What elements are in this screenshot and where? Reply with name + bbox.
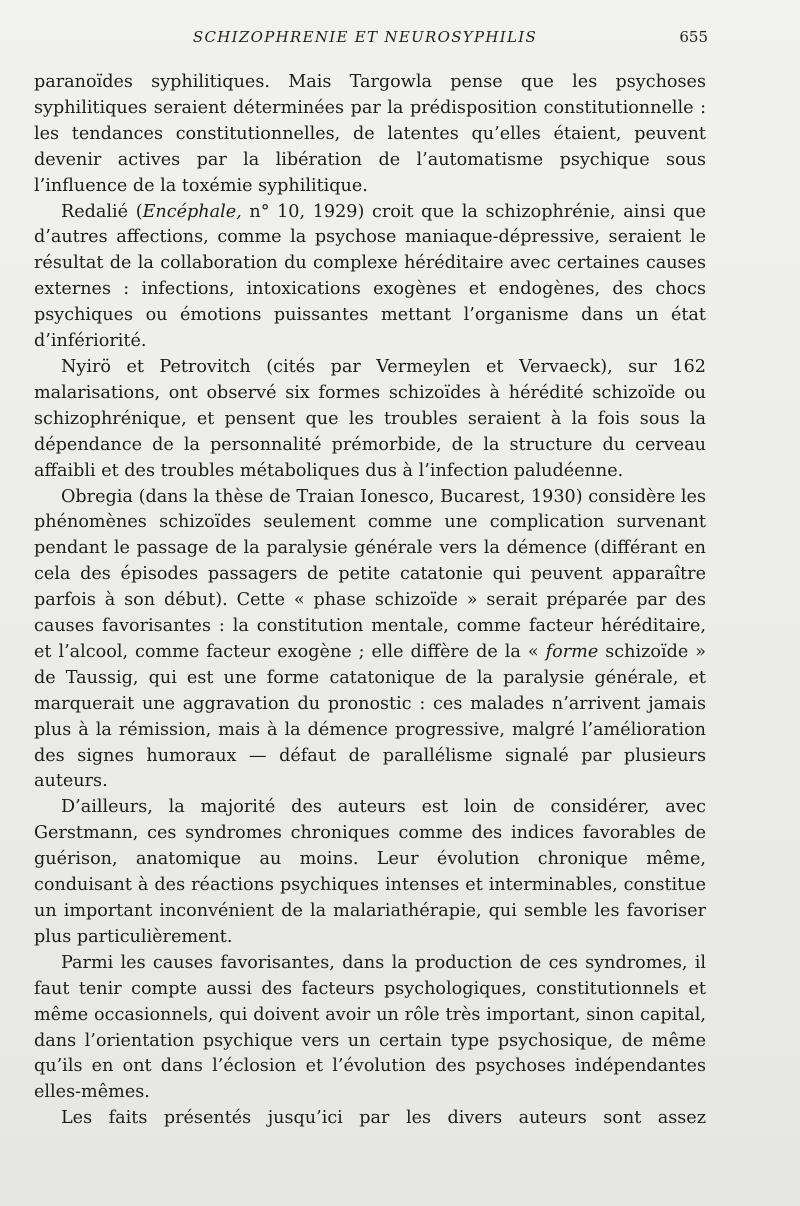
running-title: SCHIZOPHRENIE ET NEUROSYPHILIS [192,28,538,46]
paragraph-causes-favorisantes: Parmi les causes favorisantes, dans la production de ces syndromes, il faut tenir compte aussi des facteurs psychologiques, constitutionnels et même occasionnels, qui doivent avoir un rôle très important, sinon capital, dans l’orientation psychique vers un certain type psychosique, de même qu’ils en ont dans l’éclosion et l’évolution des psychoses indépendantes elles-mêmes. [34,952,706,1103]
journal-title-encephale: Encéphale, [142,201,242,222]
paragraph-redalie-rest: n° 10, 1929) croit que la schizophrénie, ainsi que d’autres affections, comme la psychose maniaque-dépressive, seraient le résultat de la collaboration du complexe héréditaire avec certaines causes externes : infections, intoxications exogènes et endogènes, des chocs psychiques ou émotions puissantes mettant l’organisme dans un état d’infériorité. [34,201,706,352]
paragraph-continuation: paranoïdes syphilitiques. Mais Targowla pense que les psychoses syphilitiques seraient déterminées par la prédisposition constitutionnelle : les tendances constitutionnelles, de latentes qu’elles étaient, peuvent devenir actives par la libération de l’automatisme psychique sous l’influence de la toxémie syphilitique. [34,72,706,196]
paragraph-faits-presentes: Les faits présentés jusqu’ici par les divers auteurs sont assez [61,1108,706,1129]
running-head [0,28,800,50]
body-text [34,70,706,1132]
paragraph-dailleurs: D’ailleurs, la majorité des auteurs est loin de considérer, avec Gerstmann, ces syndromes chroniques comme des indices favorables de guérison, anatomique au moins. Leur évolution chronique même, conduisant à des réactions psychiques intenses et interminables, constitue un important inconvénient de la malariathérapie, qui semble les favoriser plus particulièrement. [34,797,706,947]
paragraph-redalie [34,200,706,355]
italic-forme: forme [545,641,599,662]
paragraph-redalie-lead: Redalié ( [61,201,143,222]
show-through-bleed [60,1180,700,1194]
paragraph-obregia [34,485,706,796]
paragraph-obregia-rest: schizoïde » de Taussig, qui est une forme catatonique de la paralysie générale, et marquerait une aggravation du pronostic : ces malades n’arrivent jamais plus à la rémission, mais à la démence progressive, malgré l’amélioration des signes humoraux — défaut de parallélisme signalé par plusieurs auteurs. [34,641,706,792]
paragraph-obregia-lead: Obregia (dans la thèse de Traian Ionesco, Bucarest, 1930) considère les phénomènes schizoïdes seulement comme une complication survenant pendant le passage de la paralysie générale vers la démence (différant en cela des épisodes passagers de petite catatonie qui peuvent apparaître parfois à son début). Cette « phase schizoïde » serait préparée par des causes favorisantes : la constitution mentale, comme facteur héréditaire, et l’alcool, comme facteur exogène ; elle diffère de la « [34,486,706,662]
page-number: 655 [679,28,708,46]
paragraph-nyiro-petrovitch: Nyirö et Petrovitch (cités par Vermeylen et Vervaeck), sur 162 malarisations, ont observé six formes schizoïdes à hérédité schizoïde ou schizophrénique, et pensent que les troubles seraient à la fois sous la dépendance de la personnalité prémorbide, de la structure du cerveau affaibli et des troubles métaboliques dus à l’infection paludéenne. [34,356,706,481]
